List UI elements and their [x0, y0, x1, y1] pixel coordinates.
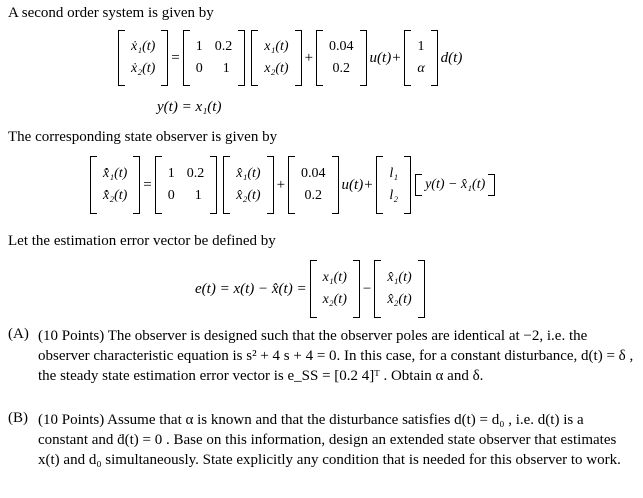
matrix-cell: 0.2	[186, 166, 205, 181]
matrix-cell: 1	[167, 166, 175, 181]
part-a-label: (A)	[8, 326, 29, 342]
matrix-cell: 0	[195, 61, 203, 76]
matrix-cell: ẋ₁(t)	[131, 39, 156, 54]
error-lhs: e(t) = x(t) − x̂(t) =	[195, 280, 307, 297]
matrix-cell: ẋ₂(t)	[131, 61, 156, 76]
estimate-vector	[223, 156, 273, 214]
state-vector	[251, 30, 301, 86]
part-b-label: (B)	[8, 410, 28, 426]
error-state-vector	[310, 260, 360, 318]
matrix-cell: x₁(t)	[322, 270, 347, 285]
output-equation: y(t) = x₁(t)	[157, 99, 222, 115]
matrix-cell: 0.2	[332, 61, 351, 76]
matrix-cell: x̂₁(t)	[236, 166, 261, 181]
matrix-cell: 0	[167, 188, 175, 203]
observer-equation: x̂̇₁(t) x̂̇₂(t) = 1 0.2 0 1 x̂₁(t) x̂₂(t) + 0.04 0.2 u(t)+ l₁ l₂ y(t) − x̂₁(t)	[90, 154, 495, 216]
observer-matrix-a	[155, 156, 218, 214]
system-matrix-a	[183, 30, 246, 86]
matrix-cell: x₂(t)	[264, 61, 289, 76]
matrix-cell: x̂̇₁(t)	[103, 166, 128, 181]
matrix-cell: 1	[417, 39, 425, 54]
part-b-text: (10 Points) Assume that α is known and that the disturbance satisfies d(t) = d₀ , i.e. d(t) is a constant and ḋ(t) = 0 . Base on this information, design an extended state observer that estimates x(t) and d₀ simultaneously. State explicitly any condition that is needed for this observer to work.	[38, 412, 621, 468]
matrix-cell: α	[417, 61, 425, 76]
matrix-cell: l₂	[389, 188, 399, 203]
matrix-cell: 1	[195, 39, 203, 54]
innovation-term: y(t) − x̂₁(t)	[415, 174, 495, 196]
error-equation: e(t) = x(t) − x̂(t) = x₁(t) x₂(t) − x̂₁(t) x̂₂(t)	[192, 258, 425, 320]
observer-intro-text: The corresponding state observer is given by	[8, 129, 278, 145]
matrix-cell: x₂(t)	[322, 292, 347, 307]
system-equation: ẋ₁(t) ẋ₂(t) = 1 0.2 0 1 x₁(t) x₂(t) + 0.04 0.2 u(t)+ 1 α d(t)	[118, 28, 465, 88]
matrix-cell: x₁(t)	[264, 39, 289, 54]
part-a-text: (10 Points) The observer is designed such that the observer poles are identical at −2, i.e. the observer characteristic equation is s² + 4 s + 4 = 0. In this case, for a constant disturbance, d(t) = δ , the steady state estimation error vector is e_SS = [0.2 4]ᵀ . Obtain α and δ.	[38, 328, 634, 384]
input-term: u(t)+	[369, 49, 402, 66]
error-estimate-vector	[374, 260, 424, 318]
state-derivative-vector	[118, 30, 168, 86]
matrix-cell: x̂₂(t)	[387, 292, 412, 307]
matrix-cell: 1	[194, 188, 202, 203]
observer-input-term: u(t)+	[341, 176, 374, 193]
matrix-cell: x̂̇₂(t)	[103, 188, 128, 203]
matrix-cell: x̂₁(t)	[387, 270, 412, 285]
disturbance-vector-e	[404, 30, 437, 86]
matrix-cell: x̂₂(t)	[236, 188, 261, 203]
estimate-derivative-vector	[90, 156, 140, 214]
input-vector-b	[316, 30, 367, 86]
matrix-cell: 0.2	[214, 39, 233, 54]
observer-gain-vector	[376, 156, 411, 214]
matrix-cell: 0.04	[301, 166, 326, 181]
intro-text: A second order system is given by	[8, 5, 214, 21]
matrix-cell: 0.04	[329, 39, 354, 54]
matrix-cell: 1	[222, 61, 230, 76]
matrix-cell: l₁	[389, 166, 399, 181]
matrix-cell: 0.2	[304, 188, 323, 203]
observer-input-vector-b	[288, 156, 339, 214]
error-intro-text: Let the estimation error vector be defined by	[8, 233, 276, 249]
disturbance-term: d(t)	[440, 49, 463, 66]
